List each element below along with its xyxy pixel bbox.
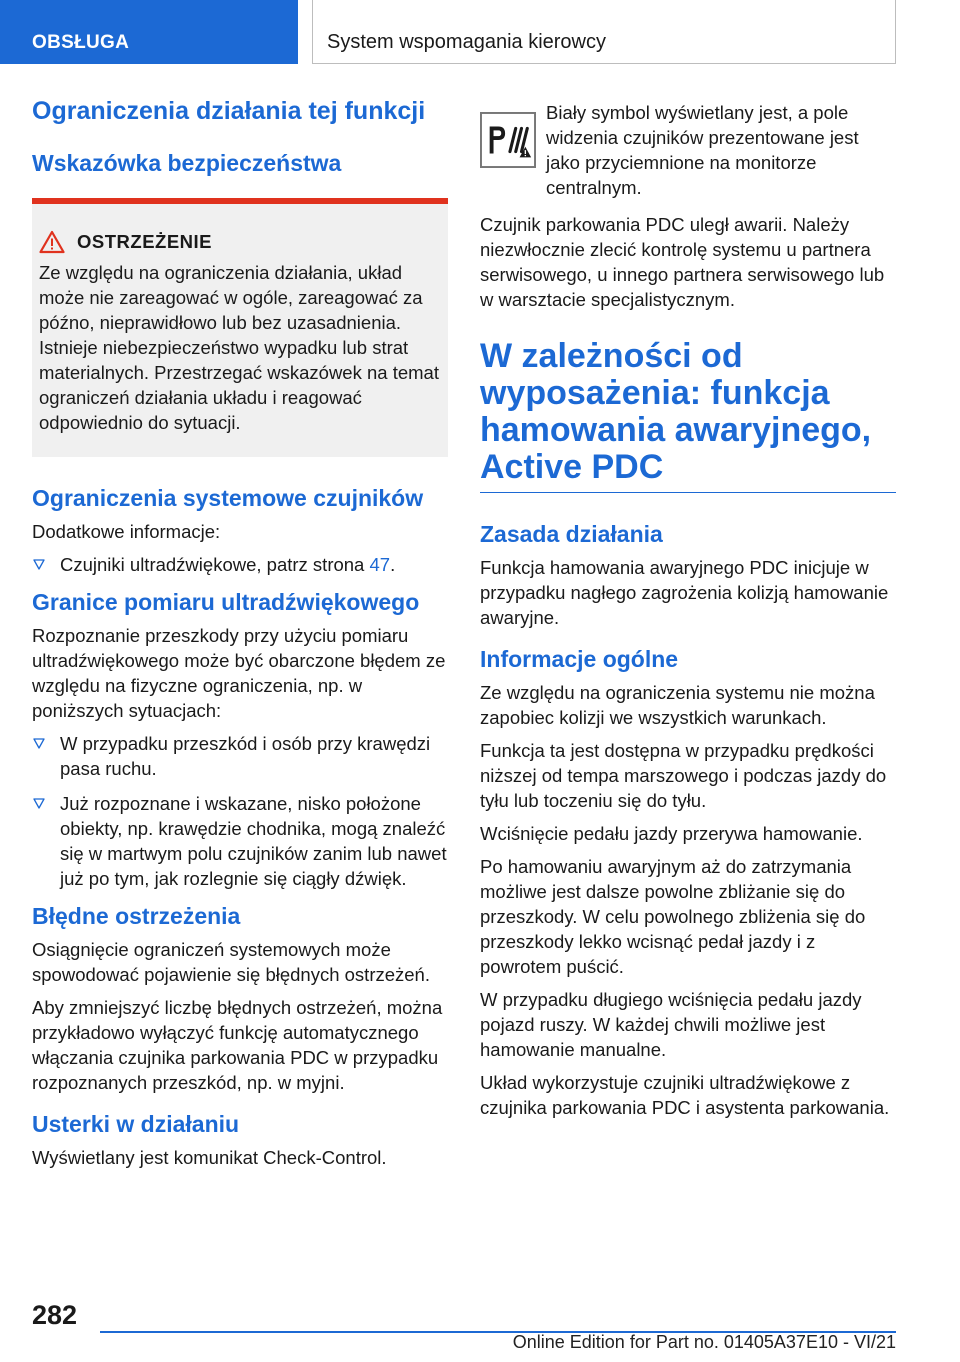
edition-note: Online Edition for Part no. 01405A37E10 - VI/21 [512,1332,896,1352]
list-item: W przypadku przeszkód i osób przy krawędzi pasa ruchu. [32,731,448,781]
false-warnings-text-1: Osiągnięcie ograniczeń systemowych może spowodować pojawienie się błędnych ostrzeżeń. [32,939,430,985]
false-warnings-text-2: Aby zmniejszyć liczbę błędnych ostrzeżeń, można przykładowo wyłączyć funkcję automatycznego włączania czujnika parkowania PDC w przypadku rozpoznanych przeszkód, np. w myjni. [32,997,443,1093]
fault-description: Czujnik parkowania PDC uległ awarii. Należy niezwłocznie zlecić kontrolę systemu u partnera serwisowego, u innego partnera serwisowego lub w warsztacie specjalistycznym. [480,214,885,310]
heading-safety: Wskazówka bezpieczeństwa [32,150,342,176]
heading-ultrasonic: Granice pomiaru ultradźwiękowego [32,589,420,615]
pdc-warning-symbol-icon [480,112,536,168]
warning-box [32,198,448,457]
page-link[interactable]: 47 [369,554,391,575]
section-tab: OBSŁUGA [0,0,298,64]
bullet-triangle-icon [33,559,45,570]
heading-general: Informacje ogólne [480,646,679,672]
heading-sensor-limits: Ograniczenia systemowe czujników [32,485,424,511]
general-text-2: Funkcja ta jest dostępna w przypadku prędkości niższej od tempa marszowego i podczas jazdy do tyłu lub toczeniu się do tyłu. [480,740,887,811]
section-title: W zależności od wyposażenia: funkcja hamowania awaryjnego, Active PDC [480,337,872,486]
bullet-triangle-icon [33,738,45,749]
general-text-3: Wciśnięcie pedału jazdy przerywa hamowanie. [480,823,863,844]
heading-faults: Usterki w działaniu [32,1111,240,1137]
left-column [32,96,448,1178]
page-header [0,0,960,66]
heading-false-warnings: Błędne ostrzeżenia [32,903,241,929]
symbol-description: Biały symbol wyświetlany jest, a pole widzenia czujników prezentowane jest jako przyciemnione na monitorze centralnym. [546,102,859,198]
ultrasonic-list [32,731,448,891]
general-text-6: Układ wykorzystuje czujniki ultradźwiękowe z czujnika parkowania PDC i asystenta parkowania. [480,1072,890,1118]
section-divider [480,492,896,493]
heading-limits: Ograniczenia działania tej funkcji [32,97,426,125]
ultrasonic-text: Rozpoznanie przeszkody przy użyciu pomiaru ultradźwiękowego może być obarczone błędem ze względu na fizyczne ograniczenia, np. w poniższych sytuacjach: [32,625,446,721]
additional-info-label: Dodatkowe informacje: [32,521,221,542]
symbol-row [480,100,896,200]
general-text-5: W przypadku długiego wciśnięcia pedału jazdy pojazd ruszy. W każdej chwili możliwe jest hamowanie manualne. [480,989,862,1060]
warning-triangle-icon [39,230,65,254]
chapter-title: System wspomagania kierowcy [312,0,896,64]
page-number: 282 [32,1300,78,1330]
faults-text: Wyświetlany jest komunikat Check-Control. [32,1147,387,1168]
principle-text: Funkcja hamowania awaryjnego PDC inicjuje w przypadku nagłego zagrożenia kolizją hamowanie awaryjne. [480,557,889,628]
heading-principle: Zasada działania [480,521,663,547]
general-text-1: Ze względu na ograniczenia systemu nie można zapobiec kolizji we wszystkich warunkach. [480,682,875,728]
warning-text: Ze względu na ograniczenia działania, układ może nie zareagować w ogóle, zareagować za późno, nieprawidłowo lub bez uzasadnienia. Istnieje niebezpieczeństwo wypadku lub strat materialnych. Przestrzegać wskazówek na temat ograniczeń działania układu i reagować odpowiednio do sytuacji. [39,262,439,433]
list-item: Czujniki ultradźwiękowe, patrz strona 47. [32,552,448,577]
bullet-triangle-icon [33,798,45,809]
warning-title: OSTRZEŻENIE [77,231,213,252]
general-text-4: Po hamowaniu awaryjnym aż do zatrzymania możliwe jest dalsze powolne zbliżanie się do przeszkody. W celu powolnego zbliżenia się do przeszkody lekko wcisnąć pedał jazdy i z powrotem puścić. [480,856,866,977]
list-item: Już rozpoznane i wskazane, nisko położone obiekty, np. krawędzie chodnika, mogą znaleźć się w martwym polu czujników zanim lub nawet już po tym, jak rozlegnie się ciągły dźwięk. [32,791,448,891]
sensor-list [32,552,448,577]
right-column [480,100,896,1128]
